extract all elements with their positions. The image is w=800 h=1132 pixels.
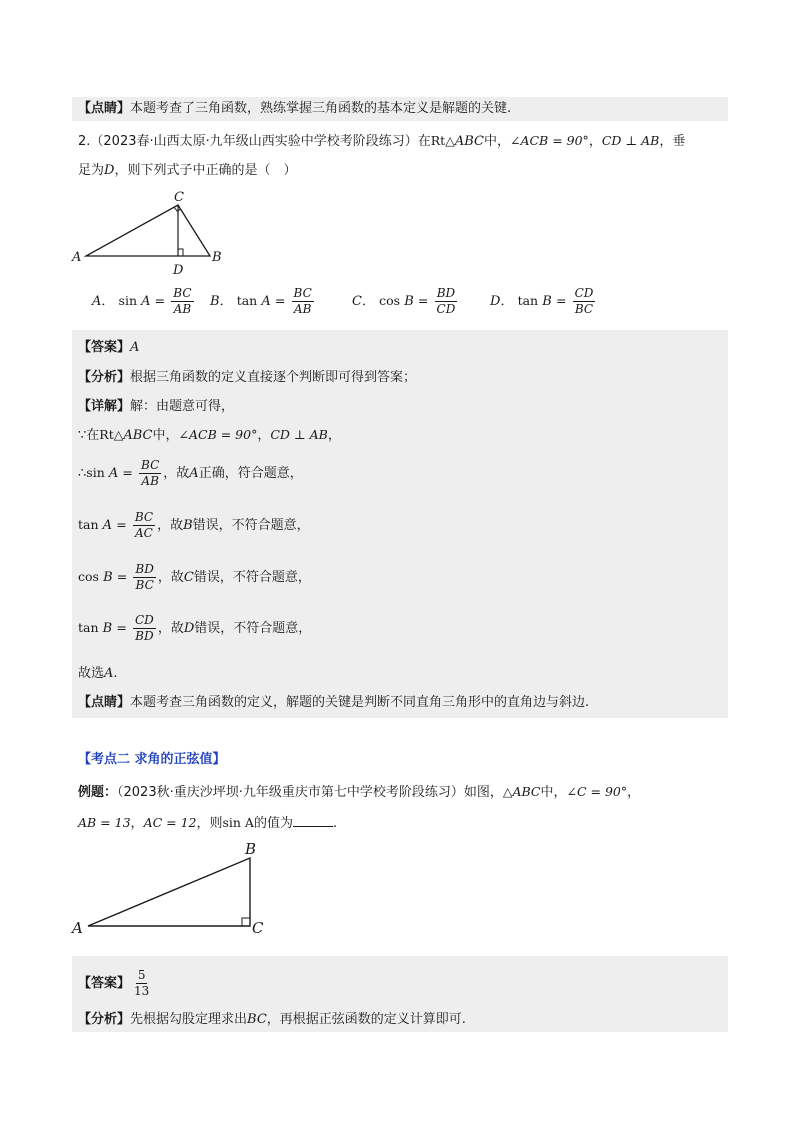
numerator: BC bbox=[141, 458, 160, 472]
option-letter: C bbox=[352, 294, 362, 309]
review2-line bbox=[78, 693, 589, 713]
section-heading: 【考点二 求角的正弦值】 bbox=[78, 752, 226, 767]
fraction bbox=[435, 286, 458, 317]
review-tag: 【点睛】 bbox=[78, 101, 131, 116]
cond2: CD ⊥ AB bbox=[270, 427, 328, 442]
fraction bbox=[133, 613, 156, 644]
pre: ，故 bbox=[163, 466, 190, 481]
fn: sin bbox=[118, 293, 137, 308]
cond1: ∠ACB = 90° bbox=[178, 427, 258, 442]
denominator: BC bbox=[574, 302, 594, 316]
step-2: tan A = $\frac{BC}{AC}$ ，故B错误，不符合题意， bbox=[78, 510, 310, 540]
fraction bbox=[139, 458, 161, 489]
denominator: AB bbox=[173, 302, 192, 316]
review1-line bbox=[78, 99, 511, 119]
q2-rt: Rt△ bbox=[430, 133, 455, 148]
answer-tag: 【答案】 bbox=[78, 340, 131, 355]
answer-tag: 【答案】 bbox=[78, 976, 131, 991]
choose-end: . bbox=[113, 666, 118, 681]
analysis-text: 根据三角函数的定义直接逐个判断即可得到答案； bbox=[130, 370, 417, 385]
right-angle-mark-c2 bbox=[242, 918, 250, 926]
detail-intro: 解：由题意可得， bbox=[130, 399, 235, 414]
var: B bbox=[102, 621, 113, 636]
opt: A bbox=[189, 466, 199, 481]
review-text: 本题考查了三角函数，熟练掌握三角函数的基本定义是解题的关键. bbox=[130, 101, 512, 116]
option-c[interactable]: C． cos B = $\frac{BD}{CD}$ bbox=[352, 286, 456, 316]
example-ab: AB = 13 bbox=[78, 815, 131, 830]
fraction bbox=[133, 562, 155, 593]
post: 错误，不符合题意， bbox=[192, 518, 310, 533]
example-cond1: ∠C = 90° bbox=[566, 784, 628, 799]
example-sep: ， bbox=[627, 785, 641, 800]
q2-tail: ，垂 bbox=[659, 134, 686, 149]
fraction bbox=[171, 286, 193, 317]
detail-line bbox=[78, 397, 234, 417]
example-mid: 中， bbox=[540, 785, 567, 800]
example-answer-line bbox=[78, 968, 153, 999]
q2-tri: ABC bbox=[454, 134, 484, 149]
answer-fraction bbox=[132, 968, 151, 999]
option-d[interactable]: D． tan B = $\frac{CD}{BC}$ bbox=[490, 286, 594, 316]
triangle-figure-1 bbox=[70, 185, 230, 280]
example-ask-pre: ，则 bbox=[196, 816, 223, 831]
var: B bbox=[404, 294, 414, 309]
example-analysis-line bbox=[78, 1010, 466, 1030]
fraction bbox=[133, 510, 155, 541]
review-tag: 【点睛】 bbox=[78, 695, 131, 710]
analysis-bc: BC bbox=[247, 1012, 267, 1027]
pre: ，故 bbox=[157, 621, 184, 636]
example-line2 bbox=[78, 812, 337, 834]
tri: ABC bbox=[123, 428, 153, 443]
q2-line2-pre: 足为 bbox=[78, 163, 105, 178]
label-a: A bbox=[72, 250, 82, 265]
step-4: tan B = $\frac{CD}{BD}$ ，故D错误，不符合题意， bbox=[78, 613, 312, 643]
therefore-symbol: ∴ bbox=[78, 466, 87, 481]
answer-blank[interactable] bbox=[293, 812, 333, 827]
sep: ， bbox=[257, 428, 271, 443]
var: A bbox=[261, 294, 271, 309]
opt: D bbox=[183, 621, 195, 636]
sep: ， bbox=[327, 428, 341, 443]
denominator: CD bbox=[436, 302, 456, 316]
triangle-abc bbox=[86, 205, 210, 256]
denominator: AC bbox=[135, 526, 153, 540]
denominator: AB bbox=[141, 474, 159, 488]
fn: tan bbox=[236, 293, 258, 308]
because-line bbox=[78, 425, 341, 446]
right-angle-mark-d bbox=[178, 249, 183, 256]
pre: ，故 bbox=[157, 570, 184, 585]
q2-line2 bbox=[78, 161, 296, 181]
denominator: AB bbox=[293, 302, 312, 316]
because-symbol: ∵在 bbox=[78, 428, 100, 443]
q2-cond2: CD ⊥ AB bbox=[601, 133, 660, 148]
q2-sep: ， bbox=[588, 134, 602, 149]
analysis-tag: 【分析】 bbox=[78, 370, 131, 385]
option-b[interactable]: B． tan A = $\frac{BC}{AB}$ bbox=[210, 286, 312, 316]
numerator: BD bbox=[135, 562, 154, 576]
label-a2: A bbox=[72, 919, 83, 937]
option-letter: B bbox=[210, 294, 220, 309]
denominator: BC bbox=[135, 578, 154, 592]
numerator: BC bbox=[293, 286, 312, 300]
step-3: cos B = $\frac{BD}{BC}$ ，故C错误，不符合题意， bbox=[78, 562, 311, 592]
example-tag: 例题： bbox=[78, 785, 118, 800]
choose-opt: A bbox=[104, 666, 114, 681]
analysis-line bbox=[78, 368, 416, 388]
analysis-post: ，再根据正弦函数的定义计算即可. bbox=[266, 1012, 466, 1027]
example-ac: AC = 12 bbox=[143, 815, 197, 830]
example-source: （2023秋·重庆沙坪坝·九年级重庆市第七中学校考阶段练习）如图， bbox=[117, 785, 503, 800]
choose-line bbox=[78, 664, 118, 684]
q2-in: 中， bbox=[483, 134, 510, 149]
q2-cond1: ∠ACB = 90° bbox=[509, 133, 589, 148]
label-c2: C bbox=[252, 919, 264, 937]
q2-source: （2023春·山西太原·九年级山西实验中学校考阶段练习）在 bbox=[90, 134, 431, 149]
numerator: BD bbox=[436, 286, 456, 300]
answer-line bbox=[78, 338, 139, 358]
fn: tan bbox=[517, 293, 539, 308]
fn: cos bbox=[379, 293, 401, 308]
triangle-figure-2 bbox=[68, 836, 278, 940]
detail-tag: 【详解】 bbox=[78, 399, 131, 414]
fn: sin bbox=[86, 465, 105, 480]
var: A bbox=[108, 466, 119, 481]
option-letter: A bbox=[92, 294, 102, 309]
triangle-abc-2 bbox=[88, 858, 250, 926]
choose-text: 故选 bbox=[78, 666, 105, 681]
numerator: 5 bbox=[137, 968, 146, 982]
analysis-pre: 先根据勾股定理求出 bbox=[130, 1012, 248, 1027]
post: 正确，符合题意， bbox=[198, 466, 303, 481]
numerator: BC bbox=[134, 510, 154, 524]
label-d: D bbox=[173, 263, 184, 278]
analysis-tag: 【分析】 bbox=[78, 1012, 131, 1027]
in-text: 中， bbox=[152, 428, 179, 443]
q2-number: 2. bbox=[78, 134, 91, 149]
example-ask-post: 的值为 bbox=[253, 816, 293, 831]
fraction bbox=[292, 286, 314, 317]
label-c: C bbox=[174, 190, 184, 205]
post: 错误，不符合题意， bbox=[194, 621, 312, 636]
var: A bbox=[141, 294, 151, 309]
example-line1 bbox=[78, 782, 640, 803]
opt: C bbox=[183, 570, 194, 585]
option-a[interactable]: A． sin A = $\frac{BC}{AB}$ bbox=[92, 286, 192, 316]
label-b: B bbox=[212, 250, 222, 265]
example-ask-end: . bbox=[332, 816, 338, 831]
fn: cos bbox=[78, 569, 99, 584]
pre: ，故 bbox=[157, 518, 184, 533]
example-tri: △ABC bbox=[502, 784, 541, 799]
fn: tan bbox=[78, 620, 99, 635]
post: 错误，不符合题意， bbox=[193, 570, 311, 585]
fraction bbox=[573, 286, 596, 317]
numerator: CD bbox=[135, 613, 154, 627]
q2-line2-post: ，则下列式子中正确的是（ ） bbox=[114, 163, 297, 178]
denominator: BD bbox=[135, 629, 154, 643]
step-1: ∴sin A = $\frac{BC}{AB}$ ，故A正确，符合题意， bbox=[78, 458, 303, 488]
denominator: 13 bbox=[134, 984, 150, 998]
label-b2: B bbox=[245, 840, 257, 858]
fn: tan bbox=[78, 517, 99, 532]
example-ask-fn: sin A bbox=[222, 815, 254, 830]
var: B bbox=[542, 294, 552, 309]
example-sep: ， bbox=[130, 816, 144, 831]
review-text: 本题考查三角函数的定义，解题的关键是判断不同直角三角形中的直角边与斜边. bbox=[130, 695, 590, 710]
numerator: BC bbox=[173, 286, 192, 300]
answer-value: A bbox=[130, 340, 140, 355]
opt: B bbox=[183, 518, 193, 533]
var: B bbox=[103, 570, 113, 585]
q2-line2-d: D bbox=[104, 163, 115, 178]
var: A bbox=[102, 518, 113, 533]
q2-line1 bbox=[78, 131, 685, 152]
option-letter: D bbox=[490, 294, 501, 309]
numerator: CD bbox=[574, 286, 594, 300]
rt: Rt△ bbox=[99, 427, 124, 442]
